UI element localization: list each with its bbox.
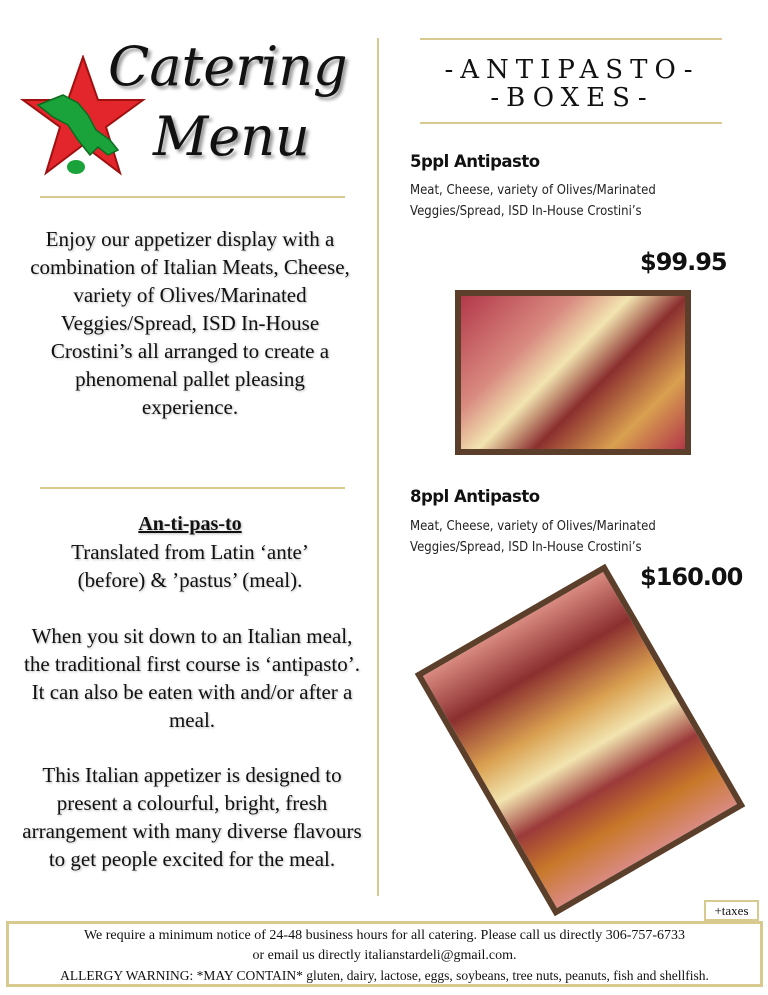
term-heading: An-ti-pas-to [138, 513, 242, 535]
logo-title-menu: Menu [153, 105, 310, 168]
antipasto-5ppl-image [455, 290, 691, 455]
translation-text: Translated from Latin ‘ante’ (before) & ’pastus’ (meal). [71, 540, 309, 592]
item-desc-line: Meat, Cheese, variety of Olives/Marinated [410, 183, 656, 198]
divider [40, 196, 345, 198]
paragraph-1: When you sit down to an Italian meal, the traditional first course is ‘antipasto’. It can also be eaten with and/or after a meal. [24, 624, 360, 732]
item-desc-line: Veggies/Spread, ISD In-House Crostini’s [410, 204, 642, 219]
notice-line: We require a minimum notice of 24-48 business hours for all catering. Please call us directly 306-757-6733 [83, 928, 686, 943]
item-price: $99.95 [640, 248, 727, 276]
column-divider [377, 38, 379, 896]
divider [420, 38, 722, 40]
item-desc-line: Veggies/Spread, ISD In-House Crostini’s [410, 540, 642, 555]
item-name: 5ppl Antipasto [410, 152, 540, 171]
item-price: $160.00 [640, 563, 743, 591]
item-desc [410, 516, 656, 558]
section-title-2: -BOXES- [490, 83, 654, 113]
paragraph-2: This Italian appetizer is designed to present a colourful, bright, fresh arrangement with many diverse flavours to get people excited for the meal. [22, 763, 362, 871]
antipasto-8ppl-image [415, 564, 746, 916]
divider [40, 487, 345, 489]
footer-notice [6, 921, 763, 987]
item-desc-line: Meat, Cheese, variety of Olives/Marinated [410, 519, 656, 534]
intro-text: Enjoy our appetizer display with a combination of Italian Meats, Cheese, variety of Olives/Marinated Veggies/Spread, ISD In-House Crostini’s all arranged to create a phenomenal pallet pleasing experience. [30, 227, 350, 419]
item-desc [410, 180, 656, 222]
divider [420, 122, 722, 124]
notice-line: or email us directly italianstardeli@gmail.com. [252, 948, 517, 963]
item-name: 8ppl Antipasto [410, 487, 540, 506]
logo-title-catering: Catering [108, 35, 348, 98]
allergy-warning: ALLERGY WARNING: *MAY CONTAIN* gluten, dairy, lactose, eggs, soybeans, tree nuts, peanuts, fish and shellfish. [60, 968, 709, 983]
logo [18, 35, 358, 180]
section-title: -ANTIPASTO- [444, 55, 700, 85]
taxes-note: +taxes [704, 900, 759, 921]
